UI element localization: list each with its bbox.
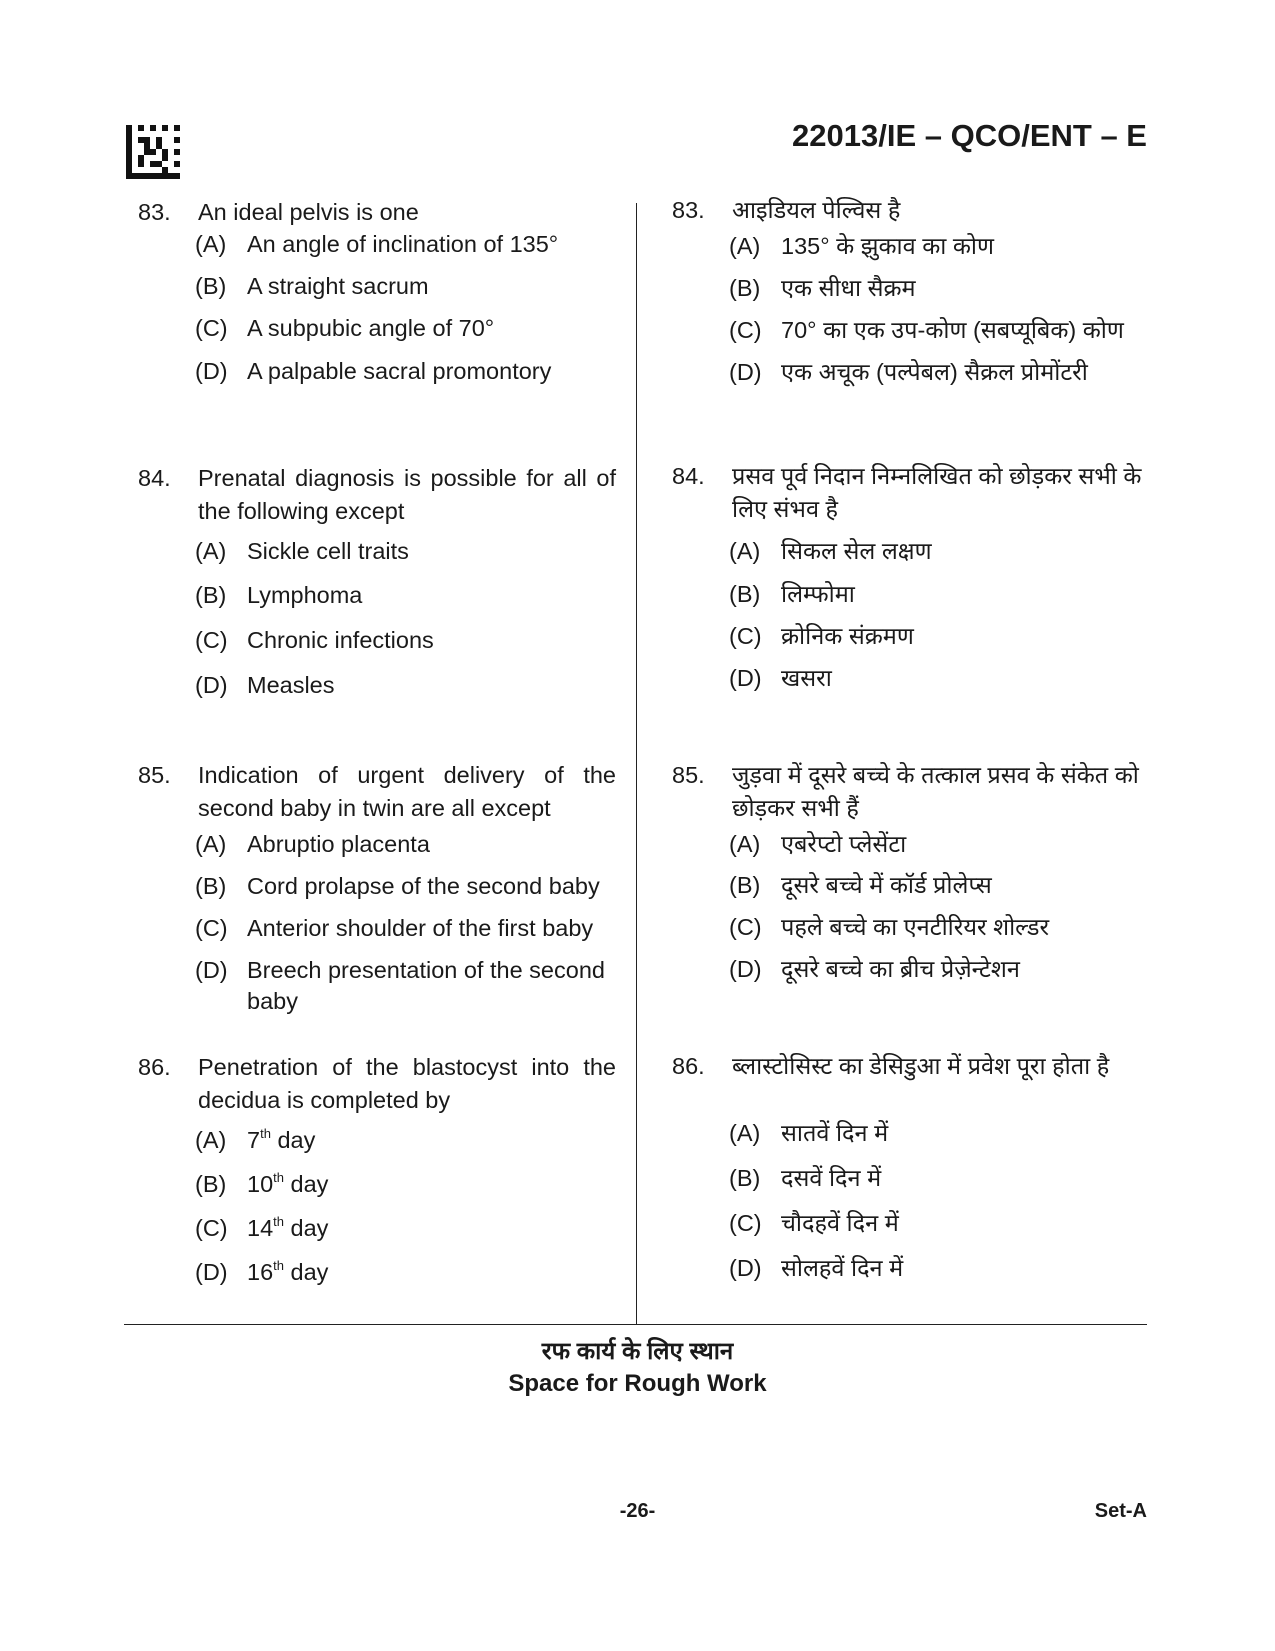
question-86-hi <box>672 1050 1150 1281</box>
option-b: (B) A straight sacrum <box>195 273 429 299</box>
option-b: (B) Lymphoma <box>195 582 363 608</box>
option-a: (A) Abruptio placenta <box>195 831 430 857</box>
question-text: प्रसव पूर्व निदान निम्नलिखित को छोड़कर सभी के लिए संभव है <box>732 463 1142 522</box>
option-a: (A) एबरेप्टो प्लेसेंटा <box>729 831 907 857</box>
option-d: (D) सोलहवें दिन में <box>729 1255 904 1281</box>
question-number: 85. <box>672 762 705 788</box>
option-a: (A) An angle of inclination of 135° <box>195 231 559 257</box>
option-b: (B) 10th day <box>195 1170 329 1197</box>
question-text: ब्लास्टोसिस्ट का डेसिडुआ में प्रवेश पूरा होता है <box>732 1053 1110 1079</box>
paper-code: 22013/IE – QCO/ENT – E <box>792 118 1147 153</box>
question-86-en <box>138 1051 616 1285</box>
option-d: (D) Breech presentation of the second baby <box>195 957 605 1014</box>
question-text: जुड़वा में दूसरे बच्चे के तत्काल प्रसव के संकेत को छोड़कर सभी हैं <box>732 762 1139 821</box>
question-text: An ideal pelvis is one <box>198 199 419 225</box>
option-a: (A) 135° के झुकाव का कोण <box>729 233 994 259</box>
question-text: Indication of urgent delivery of the second baby in twin are all except <box>198 762 616 821</box>
question-number: 84. <box>672 463 705 489</box>
rough-work-label-english: Space for Rough Work <box>508 1370 767 1397</box>
column-divider <box>636 203 637 1325</box>
question-text: आइडियल पेल्विस है <box>732 197 901 223</box>
question-number: 83. <box>672 197 705 223</box>
option-d: (D) एक अचूक (पल्पेबल) सैक्रल प्रोमोंटरी <box>729 359 1088 385</box>
option-c: (C) Anterior shoulder of the first baby <box>195 915 594 941</box>
qr-code <box>126 125 180 179</box>
question-84-hi <box>672 460 1150 691</box>
option-d: (D) दूसरे बच्चे का ब्रीच प्रेज़ेन्टेशन <box>729 956 1020 982</box>
option-a: (A) सिकल सेल लक्षण <box>729 538 932 564</box>
option-b: (B) दूसरे बच्चे में कॉर्ड प्रोलेप्स <box>729 872 992 898</box>
option-d: (D) A palpable sacral promontory <box>195 358 552 384</box>
option-b: (B) दसवें दिन में <box>729 1165 882 1191</box>
question-number: 86. <box>672 1053 705 1079</box>
option-c: (C) पहले बच्चे का एनटीरियर शोल्डर <box>729 914 1050 940</box>
question-number: 83. <box>138 199 171 225</box>
option-d: (D) 16th day <box>195 1258 329 1285</box>
option-c: (C) 70° का एक उप-कोण (सबप्यूबिक) कोण <box>729 317 1124 343</box>
question-85-hi <box>672 759 1150 982</box>
question-text: Prenatal diagnosis is possible for all of the following except <box>198 465 616 524</box>
rough-work-label-hindi: रफ कार्य के लिए स्थान <box>541 1338 734 1365</box>
question-84-en <box>138 462 616 698</box>
page-number: -26- <box>619 1500 656 1522</box>
question-85-en <box>138 759 616 1014</box>
option-c: (C) 14th day <box>195 1214 329 1241</box>
option-b: (B) लिम्फोमा <box>729 581 855 607</box>
option-a: (A) 7th day <box>195 1126 316 1153</box>
question-number: 84. <box>138 465 171 491</box>
option-b: (B) Cord prolapse of the second baby <box>195 873 600 899</box>
option-c: (C) चौदहवें दिन में <box>729 1210 899 1236</box>
option-b: (B) एक सीधा सैक्रम <box>729 275 916 301</box>
option-d: (D) खसरा <box>729 665 832 691</box>
rough-work-rule <box>124 1324 1147 1325</box>
option-c: (C) क्रोनिक संक्रमण <box>729 623 914 649</box>
question-83-hi <box>672 194 1150 385</box>
question-text: Penetration of the blastocyst into the decidua is completed by <box>198 1054 616 1113</box>
option-c: (C) A subpubic angle of 70° <box>195 315 495 341</box>
option-c: (C) Chronic infections <box>195 627 434 653</box>
option-a: (A) Sickle cell traits <box>195 538 409 564</box>
option-d: (D) Measles <box>195 672 335 698</box>
question-number: 86. <box>138 1054 171 1080</box>
question-number: 85. <box>138 762 171 788</box>
question-83-en <box>138 196 616 384</box>
set-label: Set-A <box>1094 1500 1147 1522</box>
option-a: (A) सातवें दिन में <box>729 1120 889 1146</box>
